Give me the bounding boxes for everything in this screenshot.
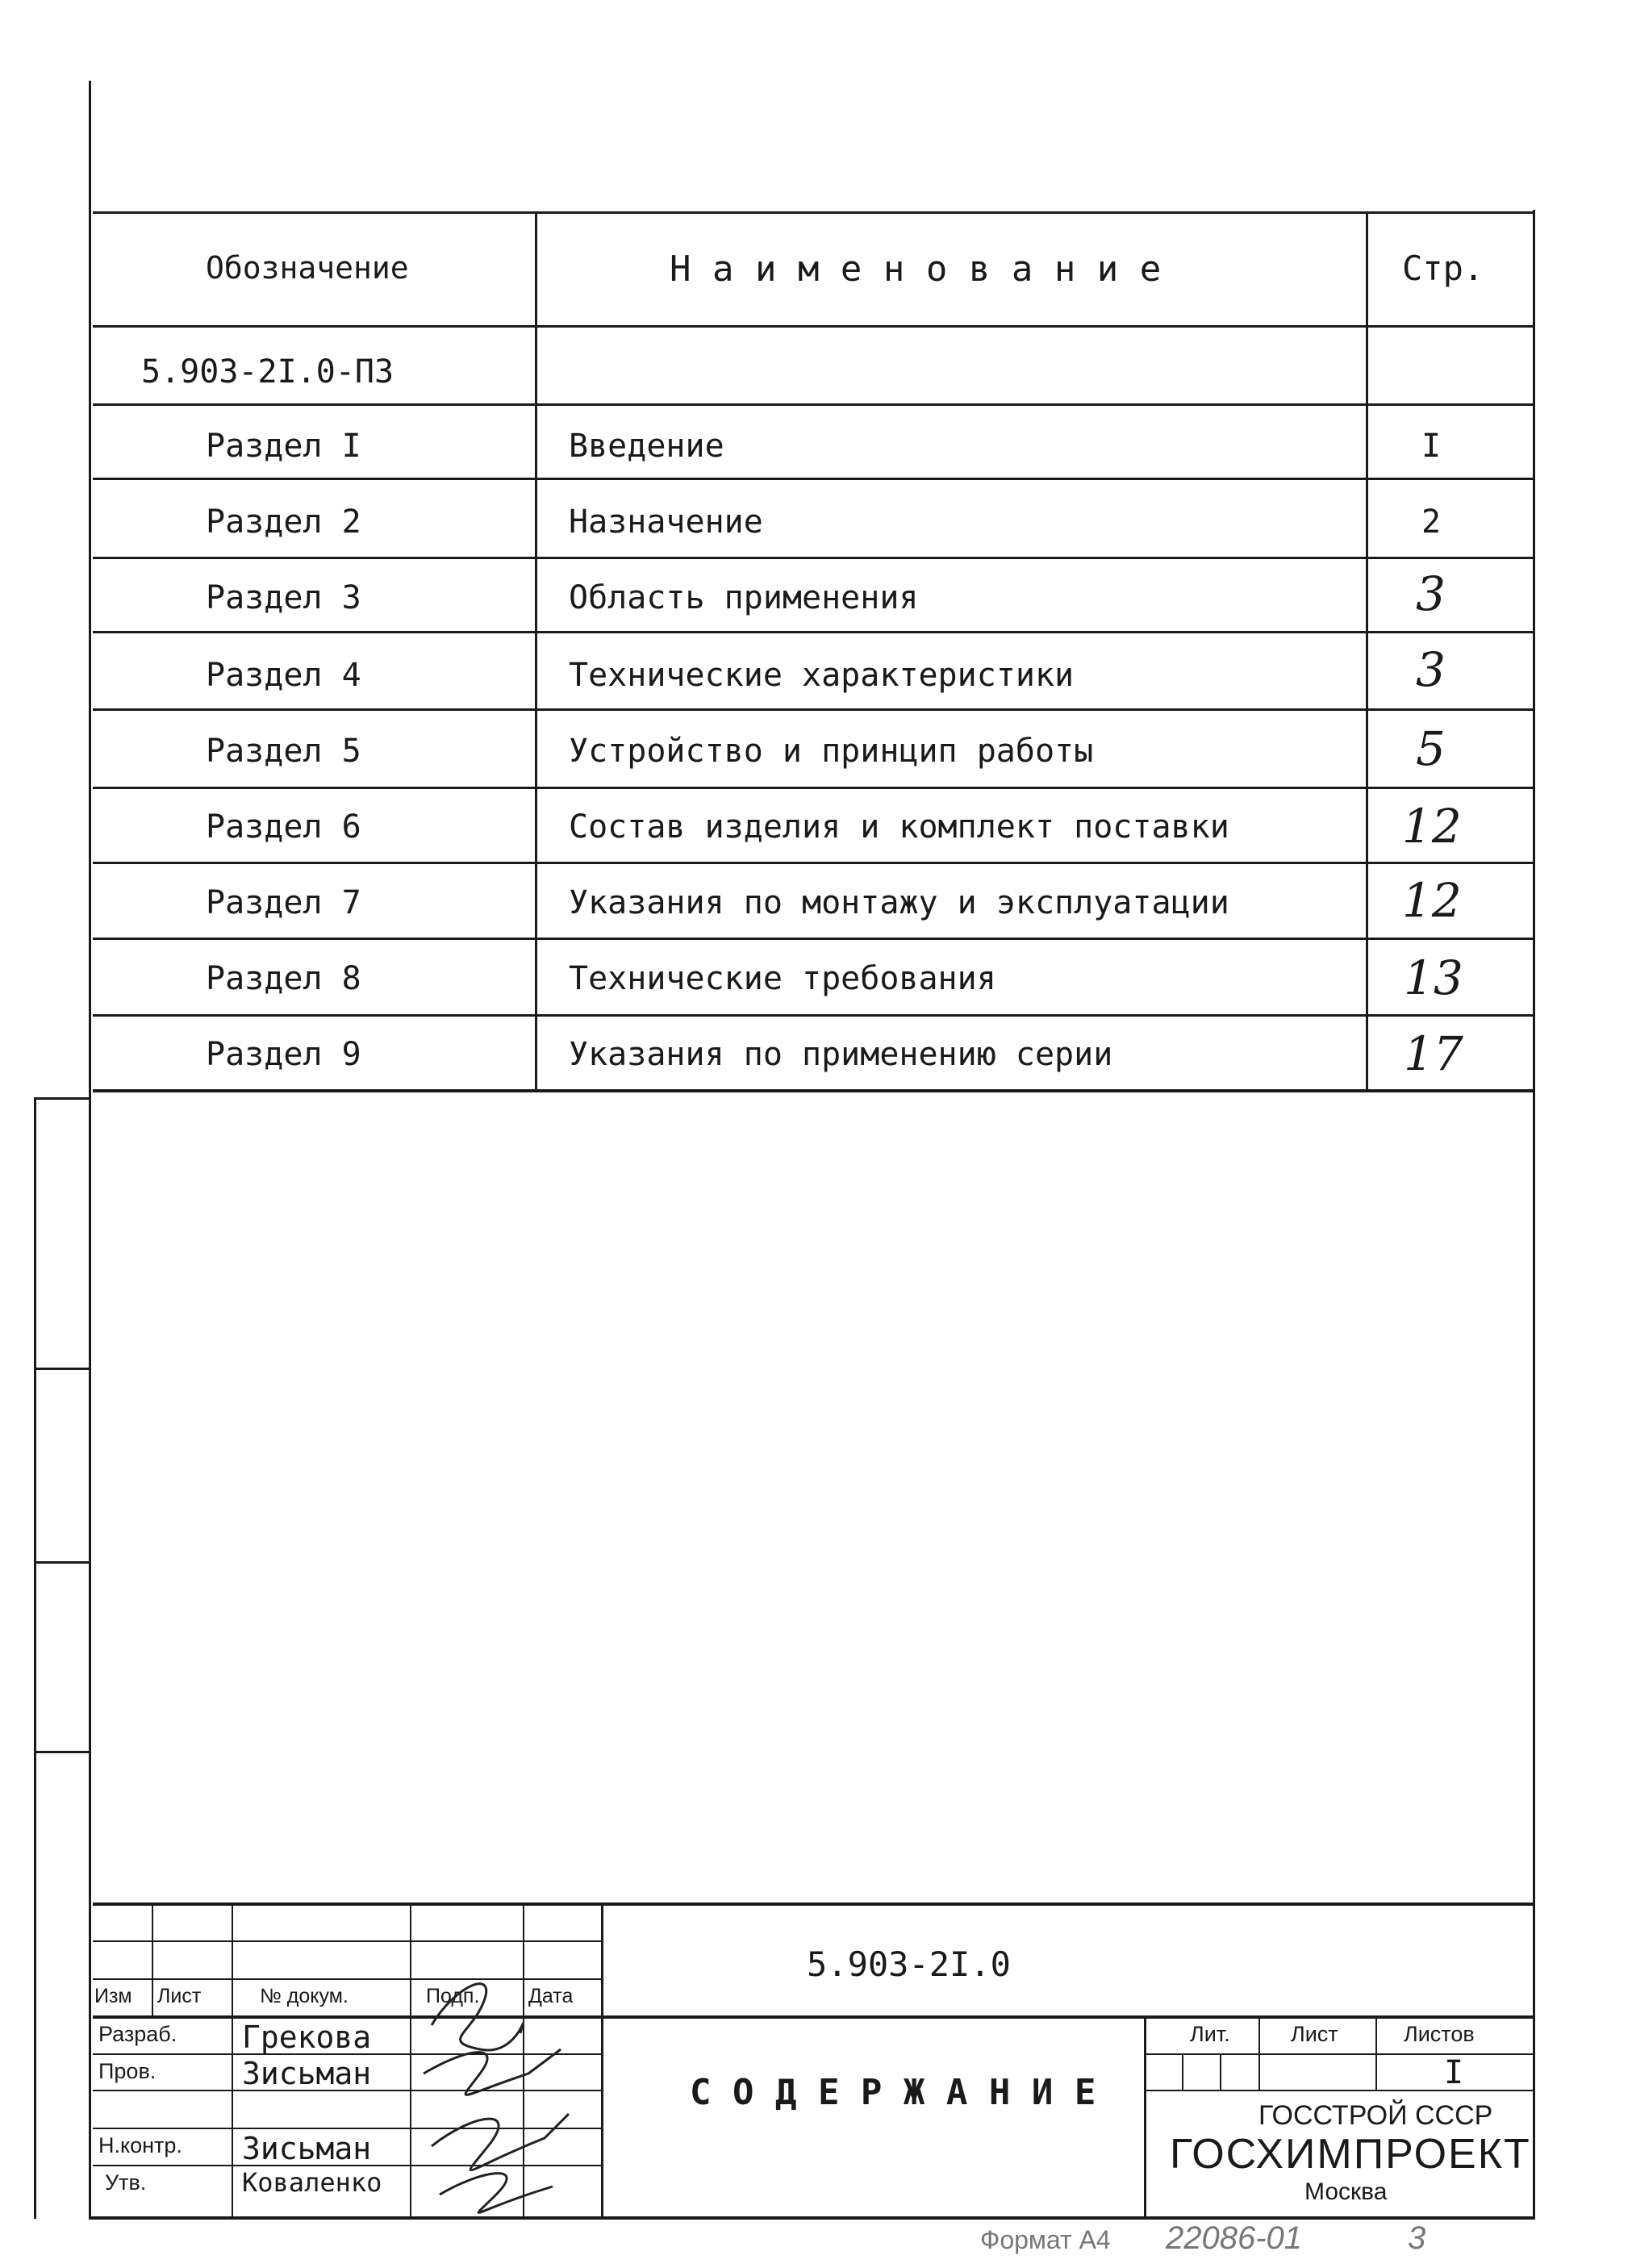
row-title: Введение: [569, 428, 724, 465]
tb-grid-col: [152, 1903, 153, 2015]
header-designation: Обозначение: [206, 250, 409, 286]
row-section: Раздел 8: [206, 960, 361, 997]
row-page: 13: [1404, 950, 1463, 1005]
tb-name-razrab: Грекова: [242, 2019, 372, 2055]
row-section: Раздел 7: [206, 884, 361, 921]
tb-right-rule: [1144, 2090, 1535, 2091]
tb-col-sign: Подп.: [426, 1985, 480, 2007]
frame-left-line: [89, 81, 91, 2219]
frame-right-line: [1533, 210, 1535, 2219]
signature-scribble: [407, 1953, 585, 2219]
row-page: 17: [1404, 1026, 1463, 1081]
tb-lit-col: [1258, 2015, 1260, 2090]
row-page: 2: [1421, 503, 1442, 541]
row-section: Раздел I: [206, 428, 361, 465]
margin-strip-left: [34, 1097, 36, 2219]
margin-strip-divider: [34, 1751, 90, 1753]
row-page: I: [1421, 428, 1442, 465]
tb-mid-rule: [93, 2015, 1535, 2019]
tb-role-nkontr: Н.контр.: [98, 2133, 182, 2157]
row-section: Раздел 9: [206, 1036, 361, 1073]
tb-org-line1: ГОССТРОЙ СССР: [1258, 2100, 1493, 2131]
table-col-rule: [1366, 211, 1368, 1092]
tb-col-list: Лист: [157, 1985, 202, 2007]
row-title: Область применения: [569, 579, 919, 616]
row-page: 3: [1416, 642, 1446, 697]
table-rule: [93, 211, 1533, 214]
tb-col-izm: Изм: [94, 1985, 132, 2007]
tb-col-docno: № докум.: [260, 1985, 349, 2007]
row-title: Технические требования: [569, 960, 996, 997]
tb-name-nkontr: Зисьман: [242, 2131, 372, 2166]
tb-role-razrab: Разраб.: [98, 2022, 177, 2046]
header-page: Стр.: [1402, 249, 1484, 288]
table-rule: [93, 325, 1533, 328]
table-rule: [93, 1014, 1533, 1017]
table-rule: [93, 557, 1533, 559]
row-section: Раздел 4: [206, 657, 361, 694]
table-col-rule: [535, 211, 537, 1092]
tb-grid-rule: [93, 1940, 601, 1942]
tb-doc-title: С О Д Е Р Ж А Н И Е: [690, 2072, 1096, 2113]
table-rule: [93, 938, 1533, 940]
tb-right-rule: [1144, 2053, 1535, 2055]
footer-sheet-no: 3: [1408, 2220, 1426, 2256]
table-rule: [93, 787, 1533, 789]
tb-role-utv: Утв.: [105, 2170, 147, 2195]
row-title: Состав изделия и комплект поставки: [569, 808, 1229, 846]
doc-code: 5.903-2I.0-ПЗ: [141, 353, 394, 391]
table-rule: [93, 1089, 1533, 1092]
row-title: Устройство и принцип работы: [569, 733, 1094, 770]
tb-lit-col: [1375, 2015, 1377, 2090]
row-section: Раздел 5: [206, 733, 361, 770]
table-rule: [93, 403, 1533, 406]
row-title: Назначение: [569, 503, 763, 541]
tb-top-rule: [93, 1903, 1535, 1906]
row-section: Раздел 3: [206, 579, 361, 616]
tb-lit-sub: [1220, 2053, 1221, 2090]
header-name: Н а и м е н о в а н и е: [670, 249, 1162, 290]
table-rule: [93, 708, 1533, 711]
frame-bottom-line: [89, 2216, 1535, 2220]
row-page: 12: [1402, 873, 1462, 928]
tb-sheets-value: I: [1444, 2054, 1464, 2091]
tb-sheet-label: Лист: [1291, 2022, 1338, 2046]
row-page: 3: [1416, 566, 1446, 621]
table-rule: [93, 862, 1533, 864]
row-page: 5: [1416, 721, 1446, 776]
tb-grid-col: [601, 1903, 603, 2217]
footer-archive-no: 22086-01: [1166, 2220, 1303, 2256]
tb-grid-col: [232, 1903, 233, 2217]
tb-role-prov: Пров.: [98, 2059, 157, 2083]
tb-name-prov: Зисьман: [242, 2056, 372, 2091]
row-section: Раздел 2: [206, 503, 361, 541]
row-title: Указания по применению серии: [569, 1036, 1113, 1073]
tb-col-date: Дата: [528, 1985, 574, 2007]
tb-right-col: [1144, 2015, 1146, 2217]
margin-strip-divider: [34, 1097, 90, 1100]
row-title: Технические характеристики: [569, 657, 1075, 694]
tb-org-city: Москва: [1304, 2178, 1388, 2205]
margin-strip-divider: [34, 1368, 90, 1370]
margin-strip-divider: [34, 1561, 90, 1564]
table-rule: [93, 478, 1533, 480]
tb-lit-sub: [1182, 2053, 1183, 2090]
tb-lit-label: Лит.: [1190, 2022, 1230, 2046]
footer-format: Формат А4: [980, 2225, 1111, 2254]
row-section: Раздел 6: [206, 808, 361, 846]
tb-name-utv: Коваленко: [242, 2167, 382, 2198]
row-title: Указания по монтажу и эксплуатации: [569, 884, 1229, 921]
tb-designation: 5.903-2I.0: [807, 1944, 1011, 1984]
row-page: 12: [1402, 799, 1462, 854]
tb-sheets-label: Листов: [1404, 2022, 1475, 2046]
table-rule: [93, 631, 1533, 633]
tb-org-line2: ГОСХИМПРОЕКТ: [1170, 2131, 1531, 2178]
